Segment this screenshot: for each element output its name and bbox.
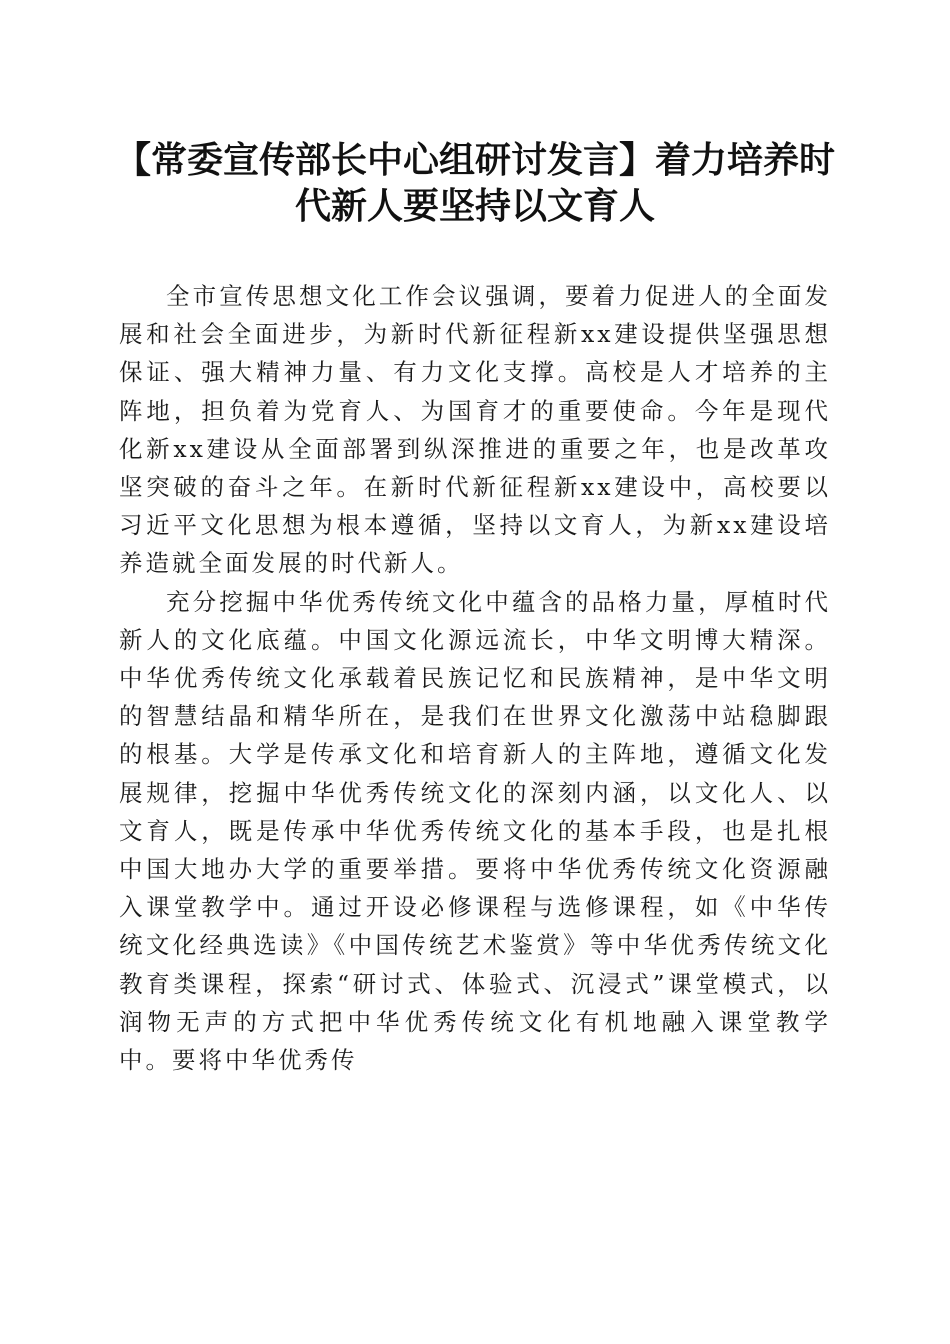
title-line-2: 代新人要坚持以文育人 (294, 185, 655, 227)
paragraph-2: 充分挖掘中华优秀传统文化中蕴含的品格力量，厚植时代新人的文化底蕴。中国文化源远流长，中华文明博大精深。中华优秀传统文化承载着民族记忆和民族精神，是中华文明的智慧结晶和精华所在，是我们在世界文化激荡中站稳脚跟的根基。大学是传承文化和培育新人的主阵地，遵循文化发展规律，挖掘中华优秀传统文化的深刻内涵，以文化人、以文育人，既是传承中华优秀传统文化的基本手段，也是扎根中国大地办大学的重要举措。要将中华优秀传统文化资源融入课堂教学中。通过开设必修课程与选修课程，如《中华传统文化经典选读》《中国传统艺术鉴赏》等中华优秀传统文化教育类课程，探索“研讨式、体验式、沉浸式”课堂模式，以润物无声的方式把中华优秀传统文化有机地融入课堂教学中。要将中华优秀传 (119, 587, 831, 1075)
title-line-1: 【常委宣传部长中心组研讨发言】着力培养时 (114, 139, 835, 181)
paragraph-1: 全市宣传思想文化工作会议强调，要着力促进人的全面发展和社会全面进步，为新时代新征程新xx建设提供坚强思想保证、强大精神力量、有力文化支撑。高校是人才培养的主阵地，担负着为党育人、为国育才的重要使命。今年是现代化新xx建设从全面部署到纵深推进的重要之年，也是改革攻坚突破的奋斗之年。在新时代新征程新xx建设中，高校要以习近平文化思想为根本遵循，坚持以文育人，为新xx建设培养造就全面发展的时代新人。 (119, 282, 831, 578)
document-title (110, 137, 840, 229)
document-body (119, 277, 831, 1079)
